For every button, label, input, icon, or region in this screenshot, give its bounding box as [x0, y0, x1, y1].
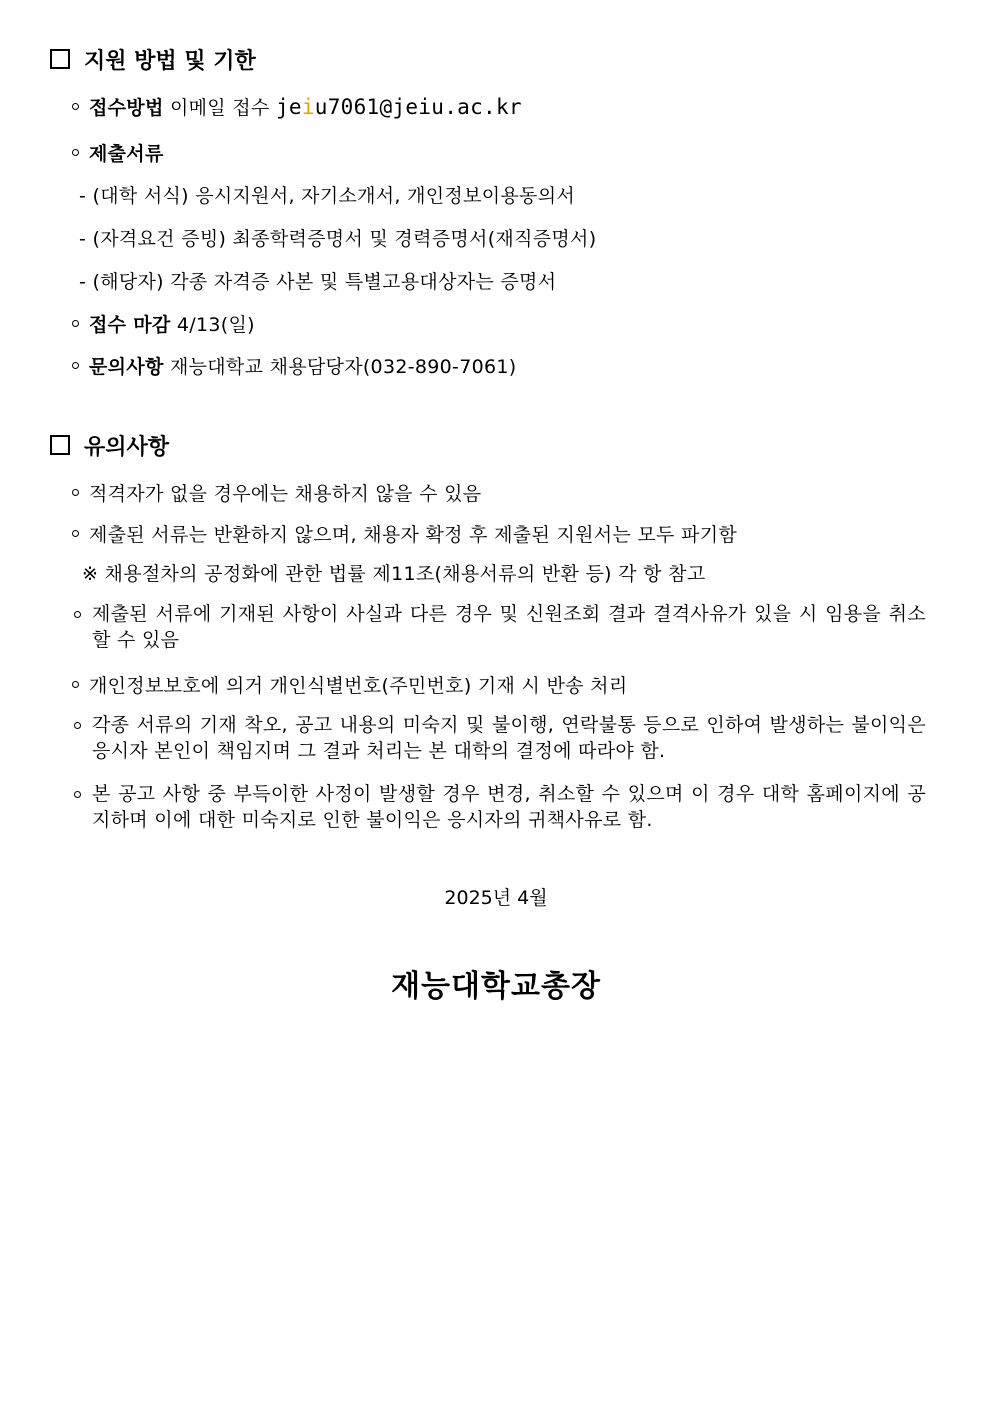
documents-label: 제출서류	[89, 143, 164, 165]
deadline-label: 접수 마감	[89, 314, 171, 336]
checkbox-square-icon	[50, 435, 70, 455]
inquiry-row	[72, 352, 516, 379]
note-text: 개인정보보호에 의거 개인식별번호(주민번호) 기재 시 반송 처리	[89, 675, 628, 697]
receipt-label: 접수방법	[89, 97, 164, 119]
section-heading-application	[50, 44, 256, 75]
bullet-circle-icon	[72, 681, 79, 688]
inquiry-label: 문의사항	[89, 356, 164, 378]
bullet-circle-icon	[72, 530, 79, 537]
checkbox-square-icon	[50, 49, 70, 69]
document-item: - (자격요건 증빙) 최종학력증명서 및 경력증명서(재직증명서)	[79, 228, 597, 250]
section-title: 유의사항	[84, 435, 170, 460]
inquiry-text: 재능대학교 채용담당자(032-890-7061)	[169, 356, 517, 378]
note-item	[72, 479, 481, 506]
note-text: 각종 서류의 기재 착오, 공고 내용의 미숙지 및 불이행, 연락불통 등으로 인하여 발생하는 불이익은 응시자 본인이 책임지며 그 결과 처리는 본 대학의 결정에 따라야 함.	[92, 714, 926, 762]
bullet-circle-icon	[74, 722, 81, 729]
note-text: 본 공고 사항 중 부득이한 사정이 발생할 경우 변경, 취소할 수 있으며 이 경우 대학 홈페이지에 공지하며 이에 대한 미숙지로 인한 불이익은 응시자의 귀책사유로 함.	[92, 783, 926, 831]
note-item	[72, 520, 737, 547]
document-item: - (해당자) 각종 자격증 사본 및 특별고용대상자는 증명서	[79, 271, 557, 293]
bullet-circle-icon	[72, 149, 79, 156]
email-address[interactable]: jeiu7061@jeiu.ac.kr	[275, 95, 522, 119]
documents-row	[72, 139, 164, 166]
note-item	[92, 781, 926, 833]
receipt-method-row	[72, 93, 522, 120]
bullet-circle-icon	[74, 611, 81, 618]
bullet-circle-icon	[72, 489, 79, 496]
receipt-text: 이메일 접수	[169, 97, 270, 119]
note-text: 적격자가 없을 경우에는 채용하지 않을 수 있음	[89, 483, 482, 505]
bullet-circle-icon	[72, 103, 79, 110]
section-title: 지원 방법 및 기한	[84, 49, 256, 74]
notice-date: 2025년 4월	[444, 887, 548, 909]
note-item	[72, 671, 627, 698]
bullet-circle-icon	[74, 791, 81, 798]
note-reference: ※ 채용절차의 공정화에 관한 법률 제11조(채용서류의 반환 등) 각 항 참고	[82, 563, 706, 585]
signature-president: 재능대학교총장	[391, 969, 601, 1004]
note-item	[92, 601, 926, 653]
note-item	[92, 712, 926, 764]
note-text: 제출된 서류는 반환하지 않으며, 채용자 확정 후 제출된 지원서는 모두 파기함	[89, 524, 738, 546]
section-heading-notes	[50, 430, 169, 461]
note-text: 제출된 서류에 기재된 사항이 사실과 다른 경우 및 신원조회 결과 결격사유가 있을 시 임용을 취소할 수 있음	[92, 603, 926, 651]
document-item: - (대학 서식) 응시지원서, 자기소개서, 개인정보이용동의서	[79, 185, 576, 207]
deadline-row	[72, 310, 255, 337]
bullet-circle-icon	[72, 362, 79, 369]
bullet-circle-icon	[72, 320, 79, 327]
deadline-text: 4/13(일)	[176, 314, 255, 336]
